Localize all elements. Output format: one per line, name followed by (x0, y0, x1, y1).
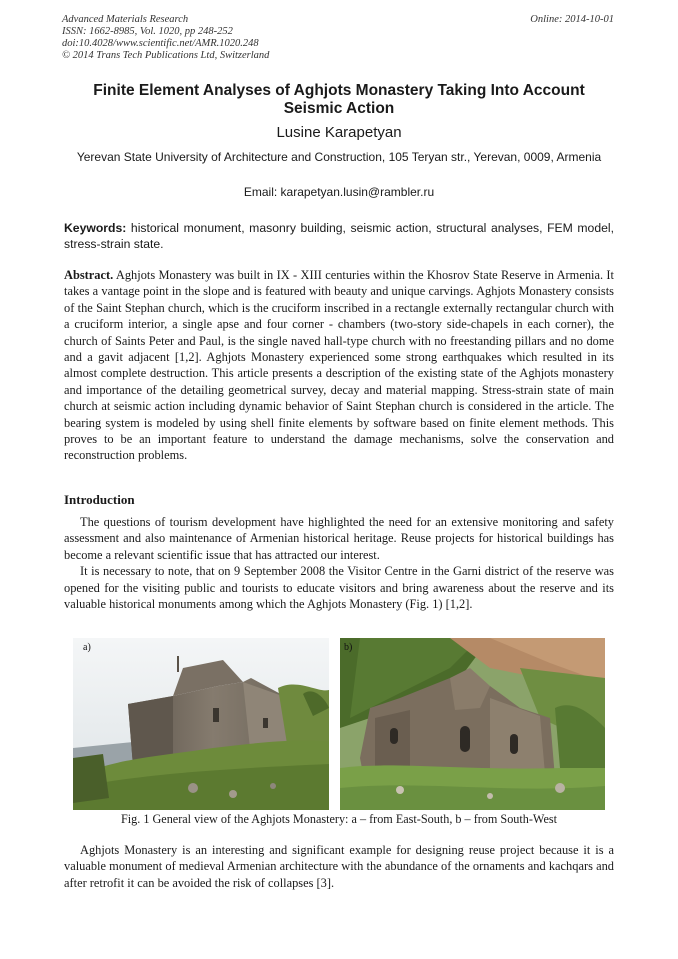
closing-paragraph: Aghjots Monastery is an interesting and significant example for designing reuse project because it is a valuable monument of medieval Armenian architecture with the abundance of the ornaments and kachqars and after retrofit it can be avoided the risk of collapses [3]. (64, 843, 614, 890)
paper-title: Finite Element Analyses of Aghjots Monastery Taking Into Account Seismic Action (93, 82, 585, 117)
monastery-south-west-photo (340, 638, 605, 810)
affiliation: Yerevan State University of Architecture and Construction, 105 Teryan str., Yerevan, 0009, Armenia (76, 150, 602, 164)
figure-label-b: b) (344, 642, 353, 653)
monastery-east-south-photo (73, 638, 329, 810)
journal-copyright: © 2014 Trans Tech Publications Ltd, Switzerland (62, 50, 270, 61)
introduction-heading: Introduction (64, 492, 135, 507)
journal-issn: ISSN: 1662-8985, Vol. 1020, pp 248-252 (62, 26, 233, 37)
keywords (64, 220, 614, 252)
abstract-text: Aghjots Monastery was built in IX - XIII centuries within the Khosrov State Reserve in Armenia. It takes a vantage point in the slope and is featured with beauty and unique carvings. Aghjots Monastery consists of the Saint Stephan church, which is the cruciform inscribed in a rectangle externally rectangular church with a cruciform interior, a single apse and four corner - chambers (two-story side-chapels in each corner), the church of Saints Peter and Paul, is the single naved hall-type church with no freestanding pillars and no dome and a gavit adjacent [1,2]. Aghjots Monastery experienced some strong earthquakes which resulted in its almost complete destruction. This article presents a description of the existing state of the Aghjots monastery and importance of the detailing geometrical survey, decay and material mapping. Stress-strain state of main church at seismic action including dynamic behavior of Saint Stephan church is considered in the article. The bearing system is modeled by using shell finite elements by software based on finite element methods. This proves to be an important feature to understand the damage mechanisms, solve the conservation and reconstruction problems. (64, 268, 614, 463)
introduction-paragraph-1: The questions of tourism development have highlighted the need for an extensive monitoring and safety assessment and also maintenance of Armenian historical heritage. Reuse projects for historical buildings has become a relevant scientific issue that has attracted our interest. (64, 515, 614, 562)
keywords-text: historical monument, masonry building, seismic action, structural analyses, FEM model, stress-strain state. (64, 221, 614, 251)
figure-photo-a (73, 638, 329, 810)
online-date: Online: 2014-10-01 (530, 14, 614, 25)
introduction-body (64, 514, 614, 612)
figure-photo-b (340, 638, 605, 810)
keywords-label: Keywords: (64, 221, 127, 235)
author-name: Lusine Karapetyan (276, 124, 402, 141)
author-email: Email: karapetyan.lusin@rambler.ru (243, 185, 435, 199)
journal-name: Advanced Materials Research (62, 14, 189, 25)
journal-header (62, 14, 269, 62)
journal-doi: doi:10.4028/www.scientific.net/AMR.1020.248 (62, 38, 259, 49)
abstract (64, 267, 614, 464)
figure-label-a: a) (83, 642, 91, 653)
abstract-label: Abstract. (64, 268, 114, 282)
figure-caption: Fig. 1 General view of the Aghjots Monastery: a – from East-South, b – from South-West (120, 812, 557, 826)
closing-paragraph-container (64, 842, 614, 891)
introduction-paragraph-2: It is necessary to note, that on 9 September 2008 the Visitor Centre in the Garni district of the reserve was opened for the visiting public and tourists to educate visitors and bring awareness about the reserve and its valuable historical monuments among which the Aghjots Monastery (Fig. 1) [1,2]. (64, 564, 614, 612)
